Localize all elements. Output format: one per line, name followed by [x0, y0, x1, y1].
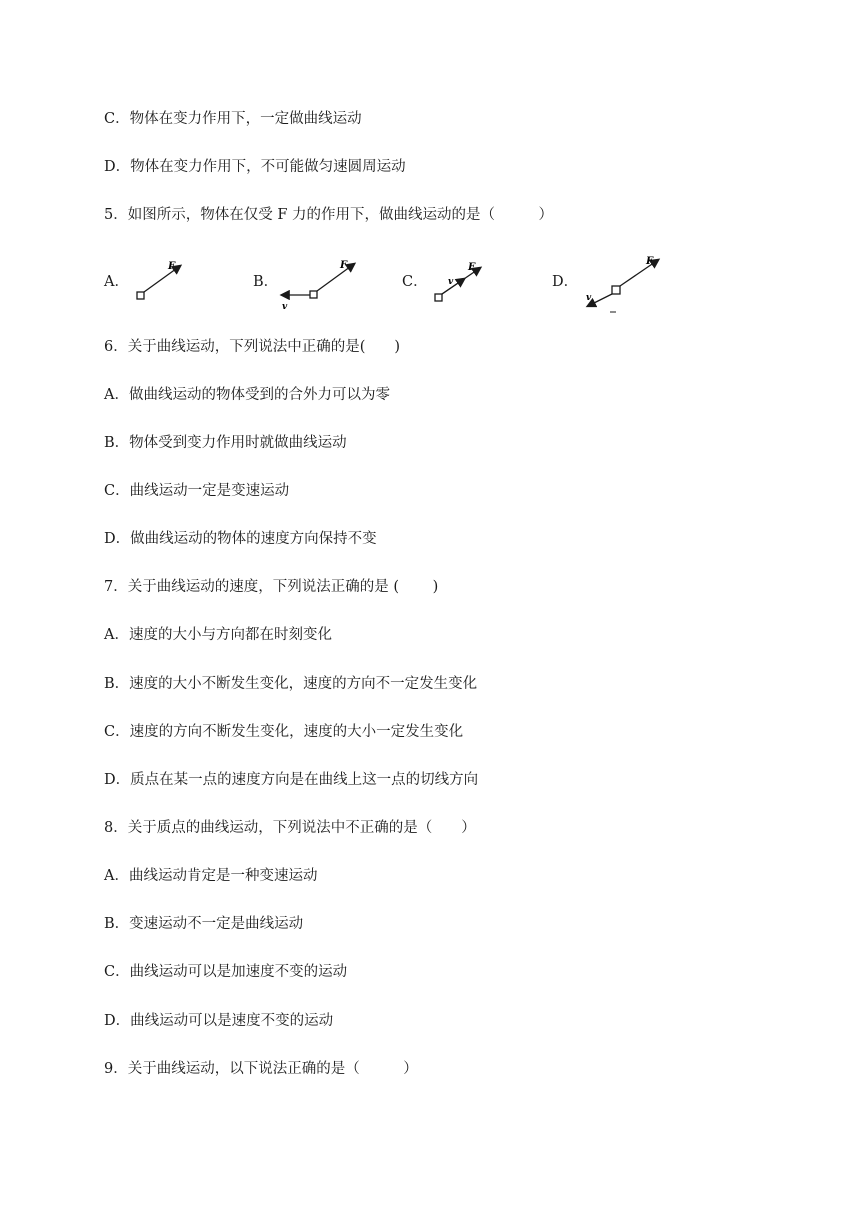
object-box	[435, 294, 442, 301]
velocity-arrow	[588, 294, 612, 306]
object-box	[612, 286, 620, 294]
question-5: 5．如图所示，物体在仅受 F 力的作用下，做曲线运动的是（ ）	[104, 207, 554, 223]
force-label: F	[468, 262, 476, 273]
question-8: 8．关于质点的曲线运动，下列说法中不正确的是（ ）	[104, 820, 476, 836]
line-c-q4: C．物体在变力作用下，一定做曲线运动	[104, 111, 362, 127]
object-box	[137, 292, 144, 299]
velocity-label: v	[586, 293, 592, 303]
q8-option-a: A．曲线运动肯定是一种变速运动	[104, 868, 318, 884]
figure-a	[130, 256, 200, 316]
q6-option-a: A．做曲线运动的物体受到的合外力可以为零	[104, 387, 390, 403]
force-arrow	[317, 264, 354, 291]
q7-option-b: B．速度的大小不断发生变化，速度的方向不一定发生变化	[104, 676, 478, 692]
line-d-q4: D．物体在变力作用下，不可能做匀速圆周运动	[104, 159, 406, 175]
q6-option-b: B．物体受到变力作用时就做曲线运动	[104, 435, 347, 451]
q7-option-a: A．速度的大小与方向都在时刻变化	[104, 627, 332, 643]
figure-c	[428, 256, 498, 316]
question-5-figures	[104, 256, 704, 316]
object-box	[310, 291, 317, 298]
question-9: 9．关于曲线运动，以下说法正确的是（ ）	[104, 1061, 418, 1077]
velocity-label: v	[448, 277, 454, 287]
option-c-label: C．	[402, 274, 428, 290]
force-label: F	[168, 261, 176, 272]
option-d-label: D．	[552, 274, 579, 290]
q7-option-d: D．质点在某一点的速度方向是在曲线上这一点的切线方向	[104, 772, 479, 788]
q8-option-c: C．曲线运动可以是加速度不变的运动	[104, 964, 348, 980]
option-a-label: A．	[104, 274, 129, 290]
q8-option-b: B．变速运动不一定是曲线运动	[104, 916, 304, 932]
velocity-label: v	[282, 302, 288, 312]
question-7: 7．关于曲线运动的速度，下列说法正确的是 ( )	[104, 579, 439, 595]
force-label: F	[340, 260, 348, 271]
option-b-label: B．	[253, 274, 279, 290]
q8-option-d: D．曲线运动可以是速度不变的运动	[104, 1013, 334, 1029]
q6-option-c: C．曲线运动一定是变速运动	[104, 483, 290, 499]
figure-d	[580, 256, 670, 316]
force-label: F	[646, 256, 654, 267]
q6-option-d: D．做曲线运动的物体的速度方向保持不变	[104, 531, 377, 547]
figure-b	[276, 256, 366, 316]
question-6: 6．关于曲线运动，下列说法中正确的是( )	[104, 339, 401, 355]
q7-option-c: C．速度的方向不断发生变化，速度的大小一定发生变化	[104, 724, 464, 740]
